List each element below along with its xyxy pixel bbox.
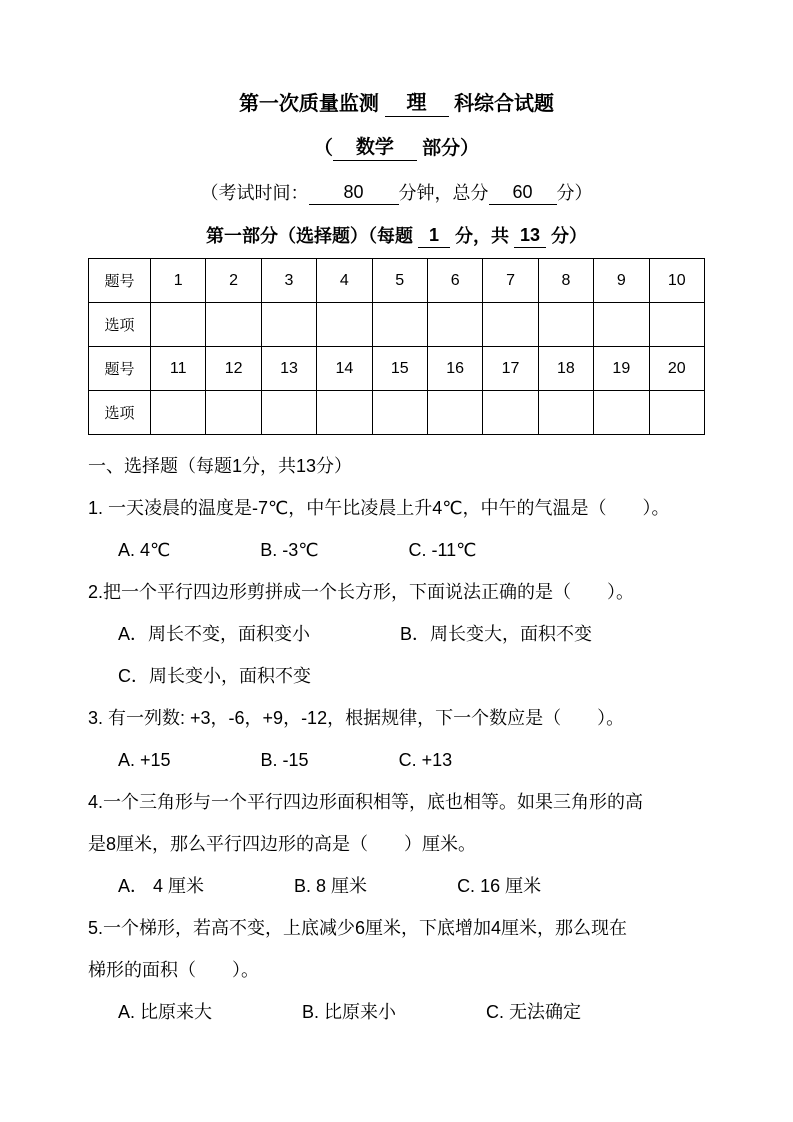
answer-blank-cell (317, 391, 372, 435)
question-options-line (88, 991, 705, 1033)
answer-table-body (89, 259, 705, 435)
exam-info-pre: （考试时间： (200, 183, 309, 203)
question-number-cell: 1 (151, 259, 206, 303)
question-number-cell: 16 (427, 347, 482, 391)
question-number-cell: 15 (372, 347, 427, 391)
part-heading-pre: 第一部分（选择题）（每题 (205, 226, 413, 246)
question-stem-line: 1. 一天凌晨的温度是-7℃，中午比凌晨上升4℃，中午的气温是（ ）。 (88, 498, 670, 518)
answer-table-row-label: 选项 (89, 303, 151, 347)
answer-table-row (89, 391, 705, 435)
question-stem-line: 4.一个三角形与一个平行四边形面积相等，底也相等。如果三角形的高 (88, 792, 644, 812)
part-heading-mid: 分，共 (455, 226, 509, 246)
answer-table-row (89, 259, 705, 303)
question-options-line (88, 739, 705, 781)
answer-option: A. 比原来大 (118, 1002, 213, 1022)
exam-subject-blank: 数学 (333, 135, 417, 161)
question-number-cell: 19 (594, 347, 649, 391)
answer-blank-cell (649, 303, 704, 347)
question-number-cell: 6 (427, 259, 482, 303)
answer-table-row-label: 选项 (89, 391, 151, 435)
answer-option: C. -11℃ (408, 540, 477, 560)
part-heading-post: 分） (551, 226, 588, 246)
question-options-line (88, 865, 705, 907)
question-2 (88, 571, 705, 697)
answer-option: C. 无法确定 (486, 1002, 582, 1022)
answer-option: A. +15 (118, 750, 171, 770)
question-stem-line: 是8厘米，那么平行四边形的高是（ ）厘米。 (88, 834, 477, 854)
answer-blank-cell (594, 391, 649, 435)
answer-blank-cell (538, 303, 593, 347)
question-stem-line: 5.一个梯形，若高不变，上底减少6厘米，下底增加4厘米，那么现在 (88, 918, 628, 938)
section-heading: 一、选择题（每题1分，共13分） (88, 456, 353, 476)
question-options-line (88, 613, 705, 655)
question-number-cell: 4 (317, 259, 372, 303)
question-options-line (88, 655, 705, 697)
exam-subject (88, 135, 705, 161)
answer-blank-cell (427, 303, 482, 347)
total-points-blank: 13 (514, 223, 546, 248)
question-4 (88, 781, 705, 907)
exam-subject-pre: （ (313, 138, 333, 159)
answer-option: C. 16 厘米 (457, 876, 542, 896)
question-3 (88, 697, 705, 781)
exam-time-blank: 80 (309, 180, 399, 205)
question-number-cell: 3 (261, 259, 316, 303)
answer-option: C．周长变小，面积不变 (118, 666, 311, 686)
exam-title-post: 科综合试题 (454, 93, 555, 115)
question-number-cell: 10 (649, 259, 704, 303)
answer-option: A． 4 厘米 (118, 876, 205, 896)
question-number-cell: 13 (261, 347, 316, 391)
question-stem-line: 2.把一个平行四边形剪拼成一个长方形，下面说法正确的是（ ）。 (88, 582, 635, 602)
answer-blank-cell (151, 391, 206, 435)
exam-info-post: 分） (556, 183, 593, 203)
answer-option: B. -3℃ (260, 540, 319, 560)
answer-blank-cell (317, 303, 372, 347)
per-question-points-blank: 1 (418, 223, 450, 248)
part-heading (88, 223, 705, 248)
answer-table-row-label: 题号 (89, 347, 151, 391)
question-number-cell: 20 (649, 347, 704, 391)
exam-title-pre: 第一次质量监测 (238, 93, 379, 115)
exam-title (88, 90, 705, 117)
answer-option: C. +13 (398, 750, 453, 770)
answer-option: B．周长变大，面积不变 (400, 624, 593, 644)
answer-blank-cell (261, 391, 316, 435)
exam-title-blank: 理 (385, 90, 449, 117)
answer-blank-cell (649, 391, 704, 435)
answer-table-row-label: 题号 (89, 259, 151, 303)
exam-subject-post: 部分） (422, 138, 480, 159)
question-number-cell: 5 (372, 259, 427, 303)
question-number-cell: 18 (538, 347, 593, 391)
answer-blank-cell (538, 391, 593, 435)
answer-blank-cell (206, 303, 261, 347)
question-number-cell: 17 (483, 347, 538, 391)
answer-table-row (89, 347, 705, 391)
answer-option: A．周长不变，面积变小 (118, 624, 311, 644)
answer-table-row (89, 303, 705, 347)
question-stem-line: 梯形的面积（ ）。 (88, 960, 259, 980)
answer-blank-cell (261, 303, 316, 347)
question-number-cell: 12 (206, 347, 261, 391)
answer-blank-cell (372, 391, 427, 435)
question-stem-line: 3. 有一列数: +3，-6，+9，-12，根据规律，下一个数应是（ ）。 (88, 708, 625, 728)
answer-option: B. 比原来小 (302, 1002, 397, 1022)
answer-table (88, 258, 705, 435)
question-number-cell: 8 (538, 259, 593, 303)
answer-blank-cell (372, 303, 427, 347)
exam-score-blank: 60 (489, 180, 557, 205)
answer-option: A. 4℃ (118, 540, 171, 560)
answer-option: B. -15 (260, 750, 309, 770)
question-1 (88, 487, 705, 571)
question-number-cell: 2 (206, 259, 261, 303)
question-number-cell: 7 (483, 259, 538, 303)
questions (88, 487, 705, 1033)
answer-blank-cell (594, 303, 649, 347)
answer-blank-cell (151, 303, 206, 347)
question-number-cell: 11 (151, 347, 206, 391)
question-options-line (88, 529, 705, 571)
question-number-cell: 14 (317, 347, 372, 391)
answer-blank-cell (427, 391, 482, 435)
exam-info-mid: 分钟，总分 (398, 183, 489, 203)
answer-blank-cell (483, 303, 538, 347)
answer-blank-cell (206, 391, 261, 435)
question-number-cell: 9 (594, 259, 649, 303)
answer-blank-cell (483, 391, 538, 435)
exam-info (88, 180, 705, 205)
answer-option: B. 8 厘米 (294, 876, 368, 896)
question-5 (88, 907, 705, 1033)
